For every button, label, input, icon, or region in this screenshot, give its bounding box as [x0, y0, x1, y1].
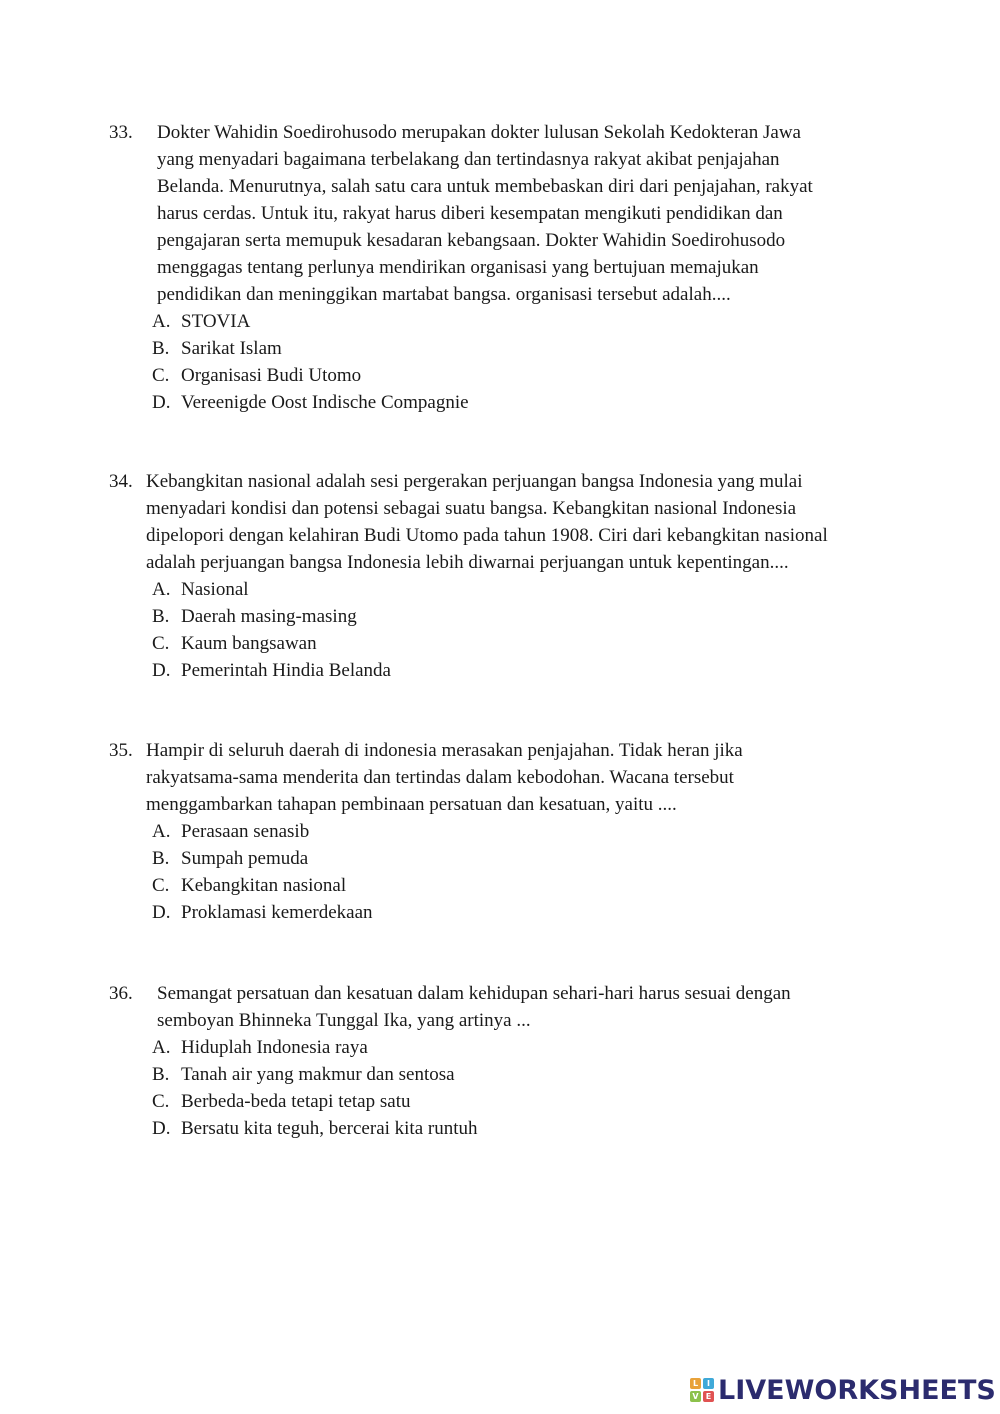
option-c[interactable] — [152, 362, 469, 389]
option-d[interactable] — [152, 899, 373, 926]
answer-options — [152, 308, 469, 416]
option-text: Perasaan senasib — [181, 821, 310, 842]
option-c[interactable] — [152, 1088, 478, 1115]
option-text: Kebangkitan nasional — [181, 875, 347, 896]
question-line: dipelopori dengan kelahiran Budi Utomo pada tahun 1908. Ciri dari kebangkitan nasional — [146, 525, 828, 546]
question-line: adalah perjuangan bangsa Indonesia lebih diwarnai perjuangan untuk kepentingan.... — [146, 552, 789, 573]
logo-letter-tile: I — [703, 1378, 714, 1389]
option-text: Kaum bangsawan — [181, 633, 317, 654]
option-c[interactable] — [152, 872, 373, 899]
option-b[interactable] — [152, 335, 469, 362]
option-text: Berbeda-beda tetapi tetap satu — [181, 1091, 411, 1112]
question-line: menggambarkan tahapan pembinaan persatuan dan kesatuan, yaitu .... — [146, 794, 677, 815]
option-text: Organisasi Budi Utomo — [181, 365, 362, 386]
question-number: 33. — [109, 122, 133, 143]
option-letter: D. — [152, 660, 171, 681]
option-letter: B. — [152, 1064, 170, 1085]
option-d[interactable] — [152, 657, 391, 684]
option-letter: A. — [152, 579, 171, 600]
option-letter: C. — [152, 875, 170, 896]
option-text: Proklamasi kemerdekaan — [181, 902, 373, 923]
option-text: STOVIA — [181, 311, 251, 332]
answer-options — [152, 576, 391, 684]
option-letter: A. — [152, 1037, 171, 1058]
question-line: menggagas tentang perlunya mendirikan organisasi yang bertujuan memajukan — [157, 257, 759, 278]
option-d[interactable] — [152, 1115, 478, 1142]
option-a[interactable] — [152, 576, 391, 603]
question-line: Belanda. Menurutnya, salah satu cara untuk membebaskan diri dari penjajahan, rakyat — [157, 176, 813, 197]
answer-options — [152, 1034, 478, 1142]
logo-text: LIVEWORKSHEETS — [718, 1374, 996, 1406]
question-text — [157, 119, 813, 308]
question-line: Dokter Wahidin Soedirohusodo merupakan dokter lulusan Sekolah Kedokteran Jawa — [157, 122, 801, 143]
option-text: Pemerintah Hindia Belanda — [181, 660, 391, 681]
option-letter: A. — [152, 821, 171, 842]
option-b[interactable] — [152, 845, 373, 872]
option-letter: C. — [152, 1091, 170, 1112]
question-text — [146, 468, 828, 576]
option-letter: B. — [152, 848, 170, 869]
option-letter: C. — [152, 365, 170, 386]
option-text: Daerah masing-masing — [181, 606, 357, 627]
logo-letter-tile: L — [690, 1378, 701, 1389]
option-letter: D. — [152, 1118, 171, 1139]
option-letter: B. — [152, 338, 170, 359]
question-number: 34. — [109, 471, 133, 492]
logo-letter-tile: V — [690, 1391, 701, 1402]
option-letter: A. — [152, 311, 171, 332]
question-text — [146, 737, 743, 818]
answer-options — [152, 818, 373, 926]
question-line: Kebangkitan nasional adalah sesi pergerakan perjuangan bangsa Indonesia yang mulai — [146, 471, 803, 492]
logo-letter-tile: E — [703, 1391, 714, 1402]
option-text: Hiduplah Indonesia raya — [181, 1037, 368, 1058]
question-line: pendidikan dan meninggikan martabat bangsa. organisasi tersebut adalah.... — [157, 284, 731, 305]
question-line: semboyan Bhinneka Tunggal Ika, yang artinya ... — [157, 1010, 531, 1031]
option-text: Sumpah pemuda — [181, 848, 309, 869]
question-line: Hampir di seluruh daerah di indonesia merasakan penjajahan. Tidak heran jika — [146, 740, 743, 761]
option-letter: D. — [152, 392, 171, 413]
option-text: Nasional — [181, 579, 249, 600]
option-letter: D. — [152, 902, 171, 923]
question-line: rakyatsama-sama menderita dan tertindas dalam kebodohan. Wacana tersebut — [146, 767, 734, 788]
option-text: Sarikat Islam — [181, 338, 282, 359]
option-d[interactable] — [152, 389, 469, 416]
option-b[interactable] — [152, 603, 391, 630]
question-number: 35. — [109, 740, 133, 761]
question-line: yang menyadari bagaimana terbelakang dan tertindasnya rakyat akibat penjajahan — [157, 149, 780, 170]
question-line: harus cerdas. Untuk itu, rakyat harus diberi kesempatan mengikuti pendidikan dan — [157, 203, 783, 224]
option-a[interactable] — [152, 1034, 478, 1061]
option-text: Bersatu kita teguh, bercerai kita runtuh — [181, 1118, 478, 1139]
question-number: 36. — [109, 983, 133, 1004]
option-letter: B. — [152, 606, 170, 627]
option-b[interactable] — [152, 1061, 478, 1088]
option-text: Vereenigde Oost Indische Compagnie — [181, 392, 469, 413]
option-c[interactable] — [152, 630, 391, 657]
liveworksheets-grid-icon — [690, 1378, 714, 1402]
liveworksheets-logo — [690, 1373, 996, 1407]
option-letter: C. — [152, 633, 170, 654]
question-line: menyadari kondisi dan potensi sebagai suatu bangsa. Kebangkitan nasional Indonesia — [146, 498, 797, 519]
question-line: pengajaran serta memupuk kesadaran kebangsaan. Dokter Wahidin Soedirohusodo — [157, 230, 786, 251]
question-text — [157, 980, 791, 1034]
option-a[interactable] — [152, 818, 373, 845]
option-a[interactable] — [152, 308, 469, 335]
question-line: Semangat persatuan dan kesatuan dalam kehidupan sehari-hari harus sesuai dengan — [157, 983, 791, 1004]
option-text: Tanah air yang makmur dan sentosa — [181, 1064, 455, 1085]
